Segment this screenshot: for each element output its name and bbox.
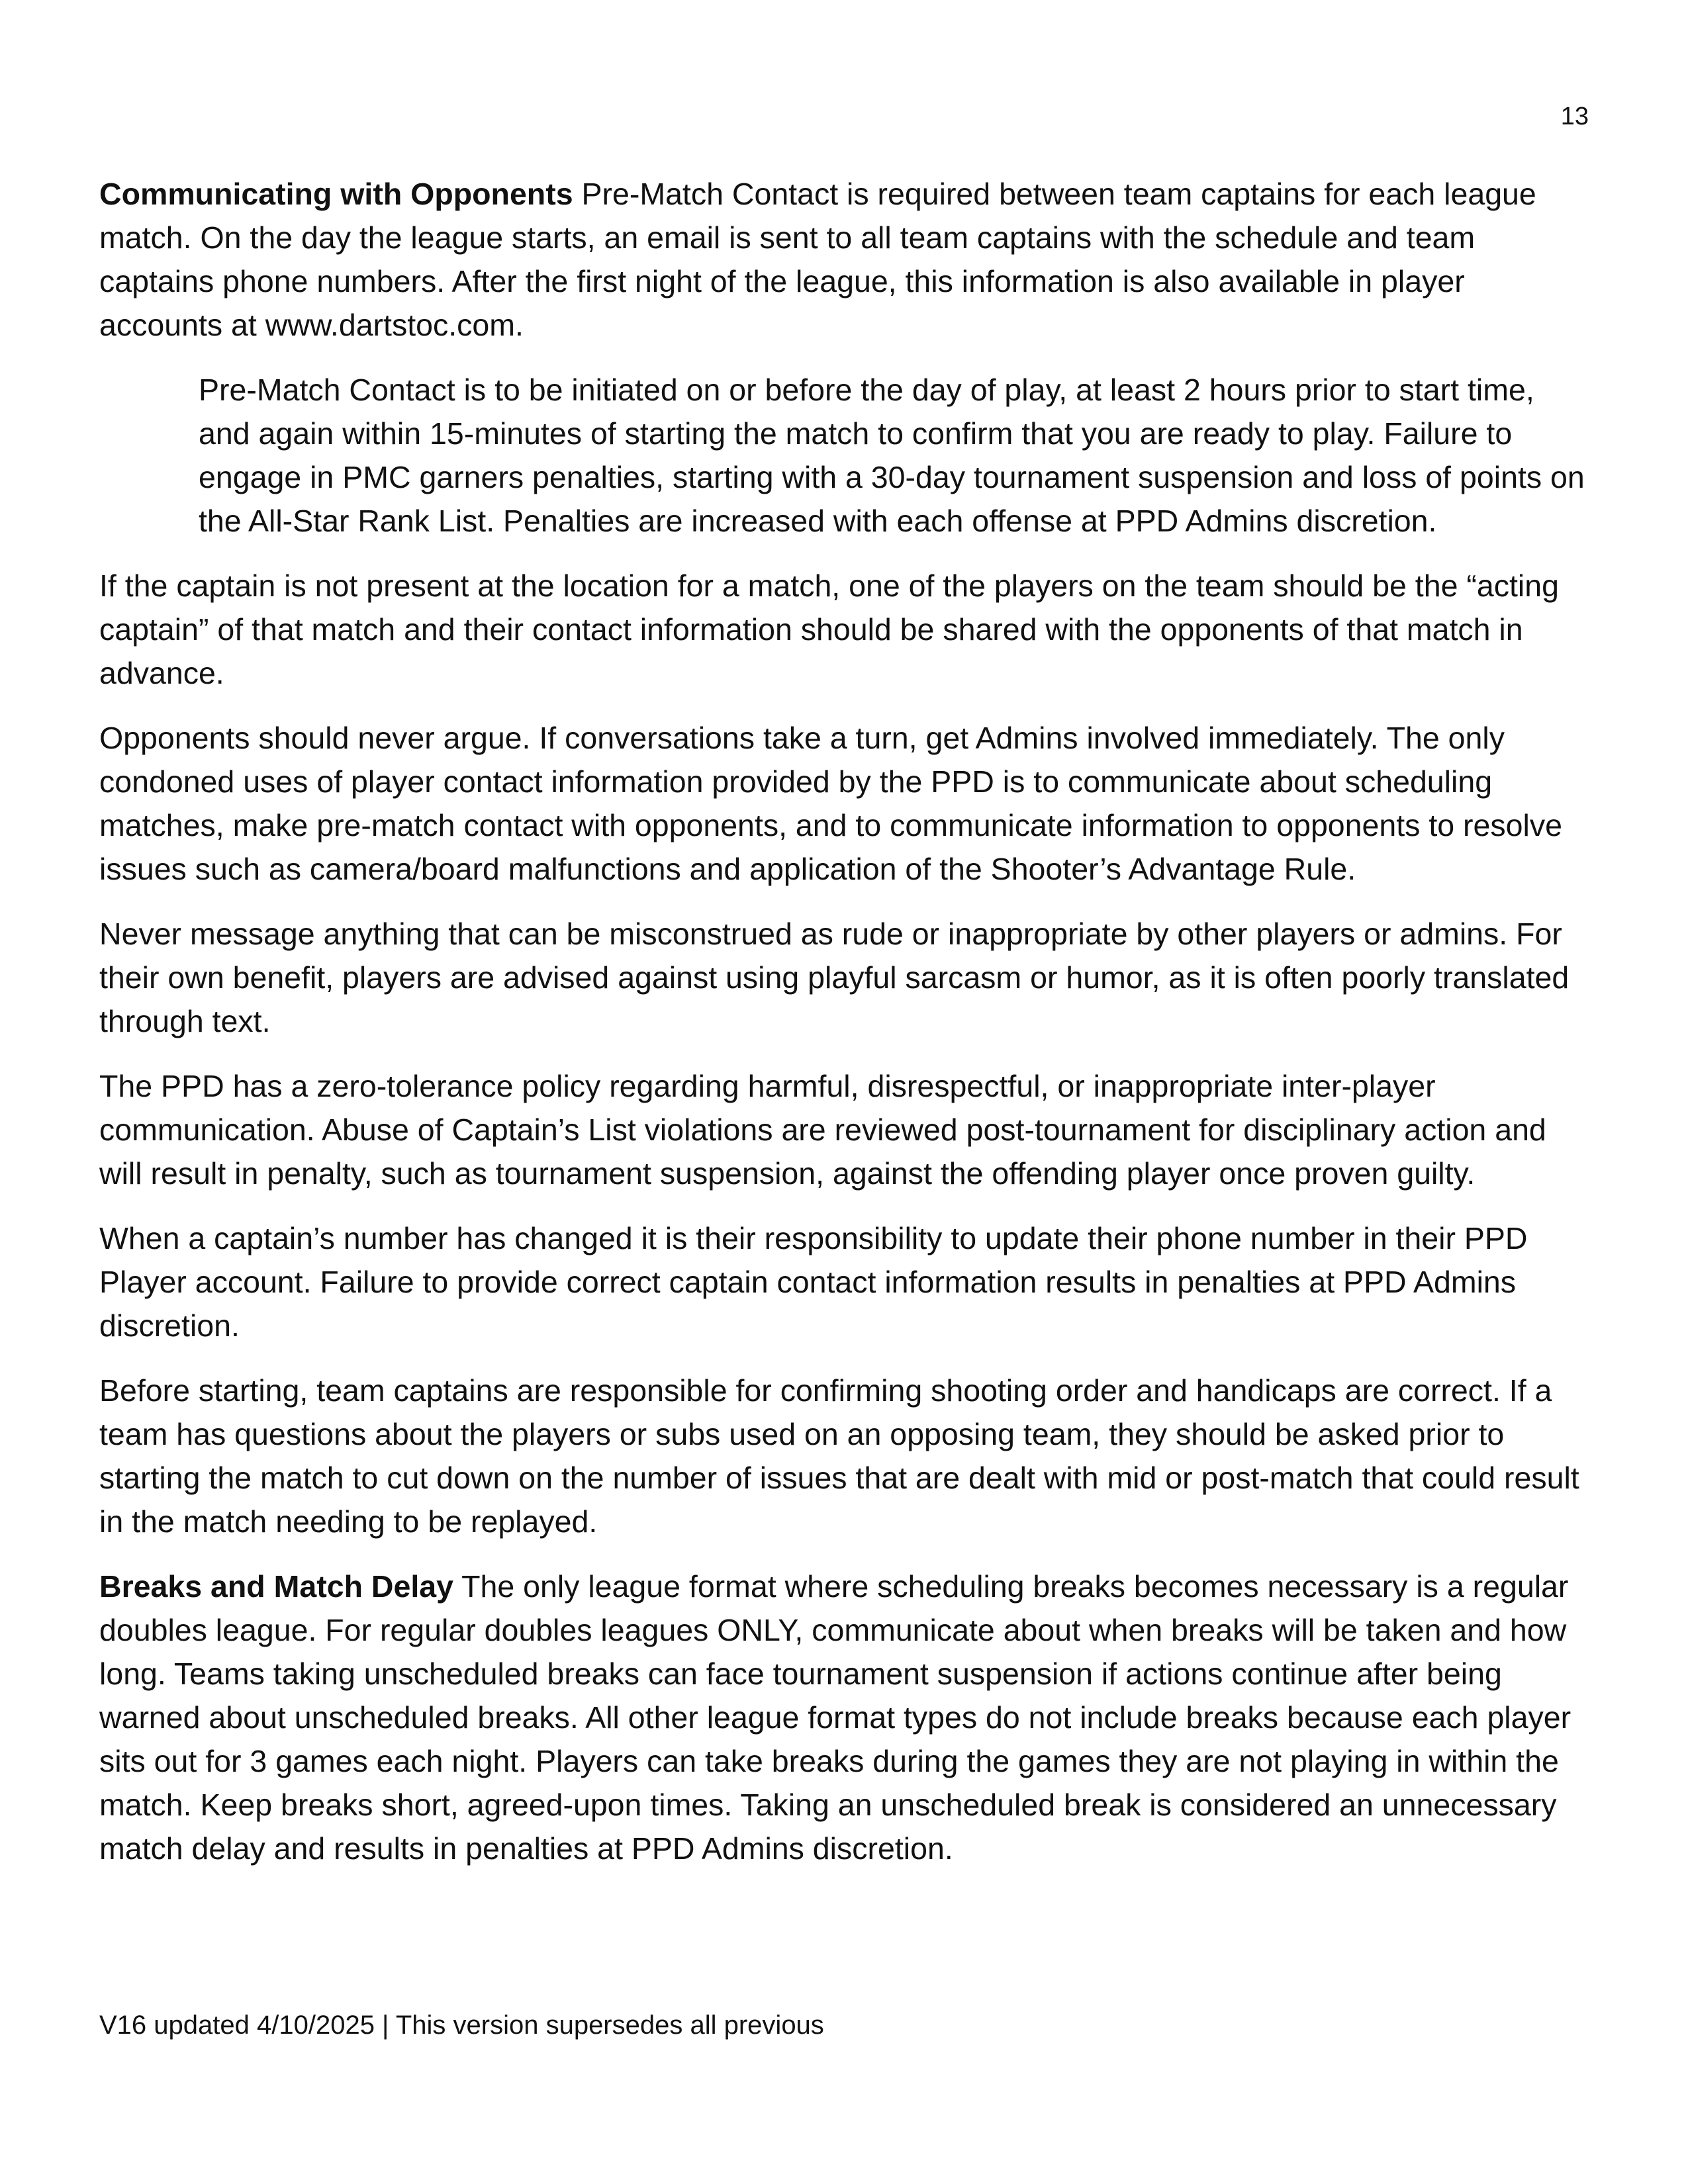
communicating-heading: Communicating with Opponents <box>99 177 573 211</box>
page-number: 13 <box>1560 103 1589 130</box>
never-argue-paragraph: Opponents should never argue. If conversations take a turn, get Admins involved immediately. The only condoned uses of player contact information provided by the PPD is to communicate about scheduling matches, make pre-match contact with opponents, and to communicate information to opponents to resolve issues such as camera/board malfunctions and application of the Shooter’s Advantage Rule. <box>99 721 1562 886</box>
breaks-paragraph <box>99 1565 1592 1870</box>
number-changed-paragraph: When a captain’s number has changed it is their responsibility to update their phone number in their PPD Player account. Failure to provide correct captain contact information results in penalties at PPD Admins discretion. <box>99 1221 1528 1343</box>
version-footer: V16 updated 4/10/2025 | This version supersedes all previous <box>99 2011 824 2040</box>
breaks-body-text: The only league format where scheduling breaks becomes necessary is a regular doubles league. For regular doubles leagues ONLY, communicate about when breaks will be taken and how long. Teams taking unscheduled breaks can face tournament suspension if actions continue after being warned about unscheduled breaks. All other league format types do not include breaks because each player sits out for 3 games each night. Players can take breaks during the games they are not playing in within the match. Keep breaks short, agreed-upon times. Taking an unscheduled break is considered an unnecessary match delay and results in penalties at PPD Admins discretion. <box>99 1569 1571 1866</box>
communicating-intro-text: Pre-Match Contact is required between team captains for each league match. On the day the league starts, an email is sent to all team captains with the schedule and team captains phone numbers. After the first night of the league, this information is also available in player accounts at www.dartstoc.com. <box>99 177 1536 342</box>
communicating-intro-paragraph <box>99 172 1592 347</box>
before-starting-paragraph: Before starting, team captains are responsible for confirming shooting order and handicaps are correct. If a team has questions about the players or subs used on an opposing team, they should be asked prior to starting the match to cut down on the number of issues that are dealt with mid or post-match that could result in the match needing to be replayed. <box>99 1373 1579 1539</box>
acting-captain-paragraph: If the captain is not present at the location for a match, one of the players on the team should be the “acting captain” of that match and their contact information should be shared with the opponents of that match in advance. <box>99 569 1559 690</box>
zero-tolerance-paragraph: The PPD has a zero-tolerance policy regarding harmful, disrespectful, or inappropriate inter-player communication. Abuse of Captain’s List violations are reviewed post-tournament for disciplinary action and will result in penalty, such as tournament suspension, against the offending player once proven guilty. <box>99 1069 1546 1191</box>
breaks-heading: Breaks and Match Delay <box>99 1569 453 1604</box>
document-body <box>99 172 1592 1891</box>
never-message-paragraph: Never message anything that can be misconstrued as rude or inappropriate by other players or admins. For their own benefit, players are advised against using playful sarcasm or humor, as it is often poorly translated through text. <box>99 917 1570 1038</box>
pmc-rule-paragraph: Pre-Match Contact is to be initiated on or before the day of play, at least 2 hours prior to start time, and again within 15-minutes of starting the match to confirm that you are ready to play. Failure to engage in PMC garners penalties, starting with a 30-day tournament suspension and loss of points on the All-Star Rank List. Penalties are increased with each offense at PPD Admins discretion. <box>199 373 1585 538</box>
